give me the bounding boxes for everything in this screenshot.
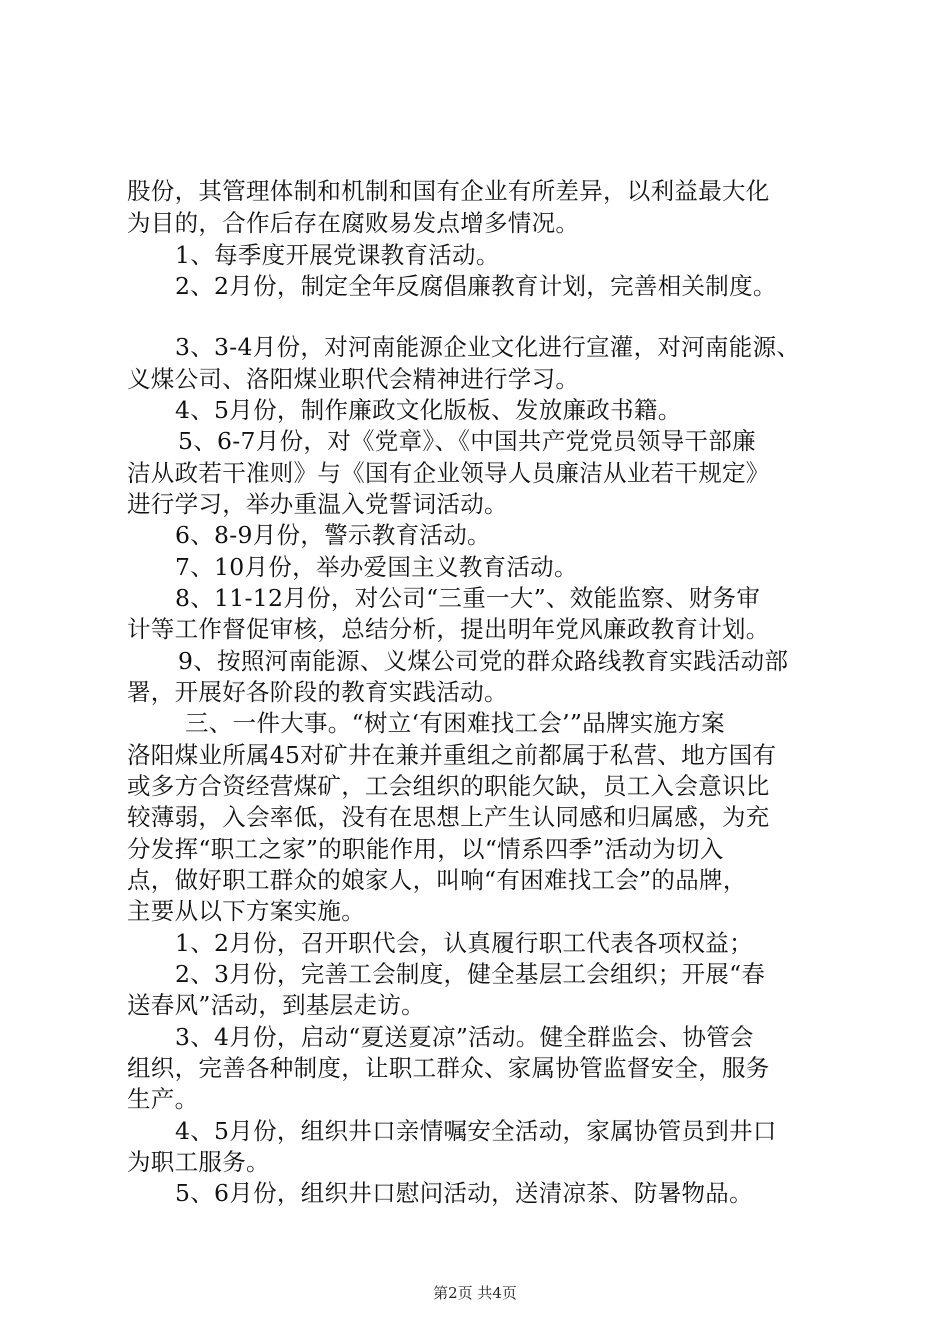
text-line: 生产。 xyxy=(127,1085,199,1113)
text-line: 3、3-4月份，对河南能源企业文化进行宣灌，对河南能源、 xyxy=(175,333,801,361)
text-line: 义煤公司、洛阳煤业职代会精神进行学习。 xyxy=(127,365,580,393)
text-line: 8、11-12月份，对公司“三重一大”、效能监察、财务审 xyxy=(175,584,761,612)
text-line: 较薄弱，入会率低，没有在思想上产生认同感和归属感，为充 xyxy=(127,803,770,831)
text-line: 2、3月份，完善工会制度，健全基层工会组织；开展“春 xyxy=(175,960,766,988)
text-line: 4、5月份，组织井口亲情嘱安全活动，家属协管员到井口 xyxy=(175,1117,777,1145)
text-line: 7、10月份，举办爱国主义教育活动。 xyxy=(175,553,578,581)
text-line: 股份，其管理体制和机制和国有企业有所差异，以利益最大化 xyxy=(127,177,770,205)
text-line: 进行学习，举办重温入党誓词活动。 xyxy=(127,490,508,518)
text-line: 2、2月份，制定全年反腐倡廉教育计划，完善相关制度。 xyxy=(175,272,777,300)
text-line: 分发挥“职工之家”的职能作用，以“情系四季”活动为切入 xyxy=(127,835,724,863)
text-line: 送春风”活动，到基层走访。 xyxy=(127,991,425,1019)
text-line: 或多方合资经营煤矿，工会组织的职能欠缺，员工入会意识比 xyxy=(127,772,770,800)
text-line: 9、按照河南能源、义煤公司党的群众路线教育实践活动部 xyxy=(178,647,789,675)
text-line: 1、2月份，召开职代会，认真履行职工代表各项权益； xyxy=(175,929,753,957)
text-line: 计等工作督促审核，总结分析，提出明年党风廉政教育计划。 xyxy=(127,615,770,643)
section-heading: 三、一件大事。“树立‘有困难找工会’”品牌实施方案 xyxy=(185,709,725,737)
text-line: 洁从政若干准则》与《国有企业领导人员廉洁从业若干规定》 xyxy=(127,459,770,487)
text-line: 为职工服务。 xyxy=(127,1148,270,1176)
text-line: 5、6月份，组织井口慰问活动，送清凉茶、防暑物品。 xyxy=(175,1179,753,1207)
text-line: 为目的，合作后存在腐败易发点增多情况。 xyxy=(127,209,580,237)
text-line: 主要从以下方案实施。 xyxy=(127,897,365,925)
text-line: 署，开展好各阶段的教育实践活动。 xyxy=(127,678,508,706)
text-line: 5、6-7月份，对《党章》、《中国共产党党员领导干部廉 xyxy=(178,427,756,455)
text-line: 洛阳煤业所属45对矿井在兼并重组之前都属于私营、地方国有 xyxy=(127,741,777,769)
text-line: 组织，完善各种制度，让职工群众、家属协管监督安全，服务 xyxy=(127,1054,770,1082)
page-footer: 第2页 共4页 xyxy=(433,1284,517,1302)
text-line: 3、4月份，启动“夏送夏凉”活动。健全群监会、协管会 xyxy=(175,1023,754,1051)
text-line: 1、每季度开展党课教育活动。 xyxy=(175,241,500,269)
text-line: 4、5月份，制作廉政文化版板、发放廉政书籍。 xyxy=(175,396,682,424)
text-line: 点，做好职工群众的娘家人，叫响“有困难找工会”的品牌， xyxy=(127,866,747,894)
text-line: 6、8-9月份，警示教育活动。 xyxy=(175,521,491,549)
